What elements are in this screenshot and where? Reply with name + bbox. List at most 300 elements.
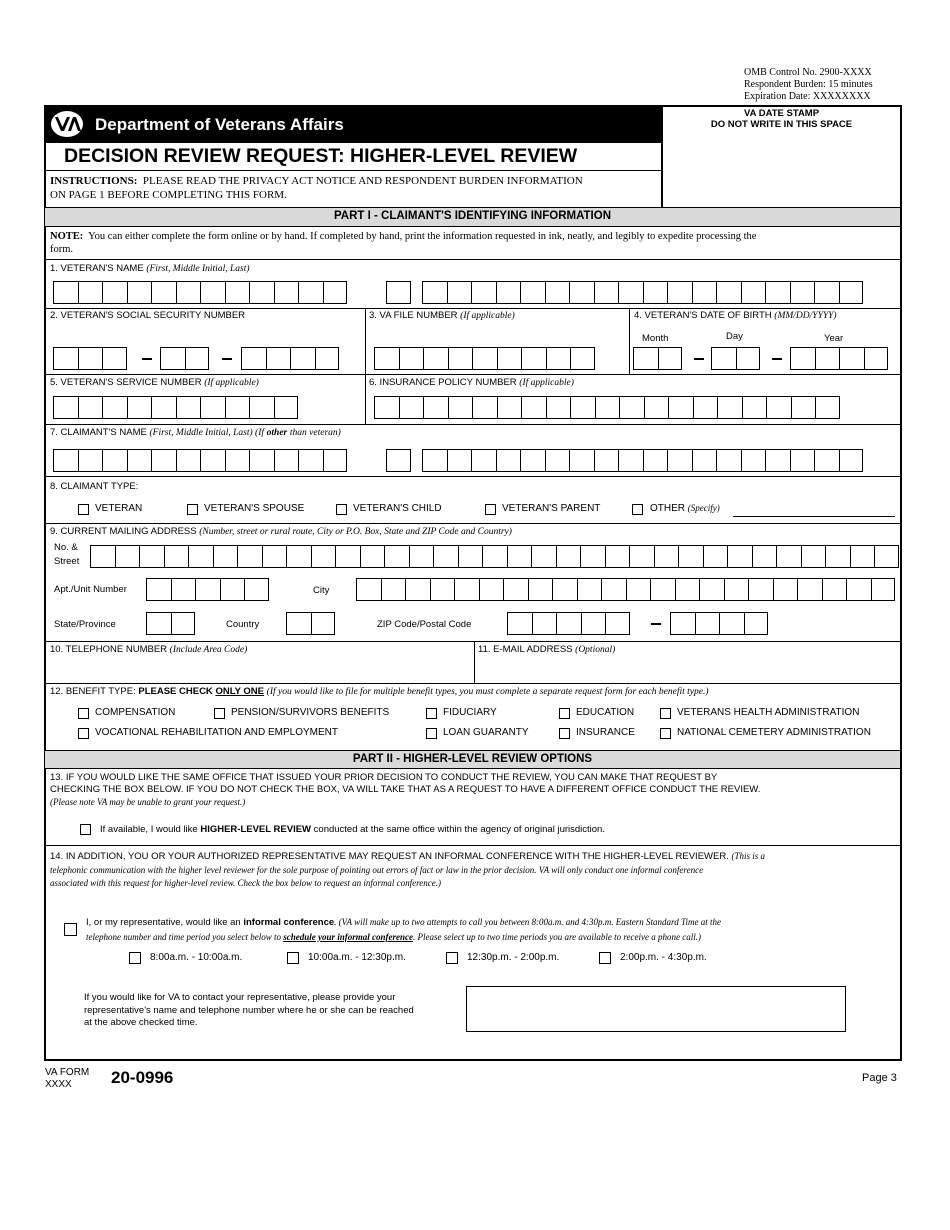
character-cell[interactable] (176, 449, 201, 472)
character-cell[interactable] (479, 578, 504, 601)
character-cell[interactable] (556, 545, 581, 568)
character-cell[interactable] (724, 578, 749, 601)
character-cell[interactable] (520, 281, 545, 304)
character-cell[interactable] (594, 449, 619, 472)
character-cell[interactable] (176, 281, 201, 304)
character-cell[interactable] (643, 449, 668, 472)
character-cell[interactable] (595, 396, 620, 419)
character-cell[interactable] (532, 612, 557, 635)
zip-input[interactable] (507, 612, 630, 635)
field4-label (634, 310, 837, 321)
character-cell[interactable] (521, 396, 546, 419)
character-cell[interactable] (577, 578, 602, 601)
field12-bold: PLEASE CHECK (138, 686, 213, 697)
dash (222, 358, 232, 360)
character-cell[interactable] (146, 578, 171, 601)
character-cell[interactable] (323, 449, 348, 472)
character-cell[interactable] (160, 347, 185, 370)
character-cell[interactable] (102, 281, 127, 304)
character-cell[interactable] (335, 545, 360, 568)
character-cell[interactable] (556, 612, 581, 635)
character-cell[interactable] (53, 396, 78, 419)
character-cell[interactable] (323, 281, 348, 304)
character-cell[interactable] (78, 347, 103, 370)
rule (45, 523, 900, 524)
character-cell[interactable] (200, 449, 225, 472)
character-cell[interactable] (605, 612, 630, 635)
character-cell[interactable] (90, 545, 115, 568)
character-cell[interactable] (78, 281, 103, 304)
character-cell[interactable] (618, 281, 643, 304)
benefit-education-label: EDUCATION (576, 707, 635, 718)
character-cell[interactable] (825, 545, 850, 568)
informal-conference-checkbox[interactable] (64, 923, 77, 936)
character-cell[interactable] (545, 449, 570, 472)
note-text-2: form. (50, 244, 74, 255)
character-cell[interactable] (447, 281, 472, 304)
character-cell[interactable] (839, 347, 864, 370)
q14-text (50, 850, 765, 891)
character-cell[interactable] (846, 578, 871, 601)
character-cell[interactable] (711, 347, 736, 370)
conf-c: . (VA will make up to two attempts to call you between 8:00a.m. and 4:30p.m. Eastern Standard Time at the (334, 917, 721, 927)
character-cell[interactable] (717, 396, 742, 419)
character-cell[interactable] (594, 281, 619, 304)
character-cell[interactable] (409, 545, 434, 568)
apt-input[interactable] (146, 578, 269, 601)
character-cell[interactable] (225, 449, 250, 472)
rep-line-2: representative's name and telephone number where he or she can be reached (84, 1004, 414, 1016)
character-cell[interactable] (546, 396, 571, 419)
informal-conference-text (86, 915, 721, 945)
character-cell[interactable] (188, 545, 213, 568)
instructions (50, 174, 583, 202)
character-cell[interactable] (290, 347, 315, 370)
character-cell[interactable] (601, 578, 626, 601)
character-cell[interactable] (507, 545, 532, 568)
state-input[interactable] (146, 612, 195, 635)
claimant-middle-initial-input[interactable] (386, 449, 411, 472)
character-cell[interactable] (315, 347, 340, 370)
character-cell[interactable] (482, 545, 507, 568)
character-cell[interactable] (102, 449, 127, 472)
rep-line-3: at the above checked time. (84, 1017, 198, 1028)
character-cell[interactable] (171, 578, 196, 601)
character-cell[interactable] (458, 545, 483, 568)
character-cell[interactable] (569, 281, 594, 304)
part2-heading: PART II - HIGHER-LEVEL REVIEW OPTIONS (45, 750, 900, 769)
dob-month-input[interactable] (633, 347, 682, 370)
conf-f: . Please select up to two time periods you are available to receive a phone call.) (412, 932, 701, 942)
email-input[interactable] (476, 656, 898, 682)
time-slot-3-checkbox[interactable] (446, 952, 458, 964)
character-cell[interactable] (742, 396, 767, 419)
character-cell[interactable] (249, 449, 274, 472)
field5-label-text: 5. VETERAN'S SERVICE NUMBER (50, 377, 202, 388)
character-cell[interactable] (741, 281, 766, 304)
character-cell[interactable] (298, 281, 323, 304)
character-cell[interactable] (249, 281, 274, 304)
ssn-part2-input[interactable] (160, 347, 209, 370)
character-cell[interactable] (871, 578, 896, 601)
character-cell[interactable] (102, 347, 127, 370)
character-cell[interactable] (670, 612, 695, 635)
service-number-input[interactable] (53, 396, 298, 419)
no-street-1: No. & (54, 542, 78, 553)
q13-line-1: 13. IF YOU WOULD LIKE THE SAME OFFICE THAT ISSUED YOUR PRIOR DECISION TO CONDUCT THE REVIEW, YOU CAN MAKE THAT REQUEST BY (50, 772, 718, 783)
character-cell[interactable] (78, 449, 103, 472)
character-cell[interactable] (386, 281, 411, 304)
character-cell[interactable] (356, 578, 381, 601)
dob-day-input[interactable] (711, 347, 760, 370)
field7-hint-b: other (266, 428, 288, 438)
character-cell[interactable] (569, 449, 594, 472)
q13-note: (Please note VA may be unable to grant your request.) (50, 797, 246, 807)
field1-hint: (First, Middle Initial, Last) (146, 264, 250, 274)
stamp-line-1: VA DATE STAMP (743, 108, 820, 119)
character-cell[interactable] (619, 396, 644, 419)
zip-ext-input[interactable] (670, 612, 768, 635)
country-input[interactable] (286, 612, 335, 635)
stamp-text (663, 108, 900, 130)
character-cell[interactable] (176, 396, 201, 419)
character-cell[interactable] (507, 612, 532, 635)
q13-line-2: CHECKING THE BOX BELOW. IF YOU DO NOT CHECK THE BOX, VA WILL TAKE THAT AS A REQUEST TO HAVE A DIFFERENT OFFICE CONDUCT THE REVIEW. (50, 784, 761, 795)
character-cell[interactable] (496, 281, 521, 304)
character-cell[interactable] (736, 347, 761, 370)
character-cell[interactable] (678, 545, 703, 568)
character-cell[interactable] (703, 545, 728, 568)
instructions-line-2: ON PAGE 1 BEFORE COMPLETING THIS FORM. (50, 189, 287, 201)
character-cell[interactable] (127, 396, 152, 419)
instructions-label: INSTRUCTIONS: (50, 175, 138, 187)
month-label: Month (642, 333, 669, 344)
character-cell[interactable] (225, 281, 250, 304)
part1-heading: PART I - CLAIMANT'S IDENTIFYING INFORMATION (45, 207, 900, 227)
character-cell[interactable] (471, 281, 496, 304)
character-cell[interactable] (699, 578, 724, 601)
field4-label-text: 4. VETERAN'S DATE OF BIRTH (634, 310, 772, 321)
benefit-loan-checkbox[interactable] (426, 728, 437, 739)
character-cell[interactable] (581, 612, 606, 635)
character-cell[interactable] (497, 396, 522, 419)
character-cell[interactable] (151, 396, 176, 419)
divider (365, 308, 366, 374)
character-cell[interactable] (381, 578, 406, 601)
character-cell[interactable] (801, 545, 826, 568)
benefit-fiduciary-label: FIDUCIARY (443, 707, 497, 718)
character-cell[interactable] (274, 281, 299, 304)
va-file-number-input[interactable] (374, 347, 595, 370)
character-cell[interactable] (667, 281, 692, 304)
benefit-insurance-checkbox[interactable] (559, 728, 570, 739)
conf-b: informal conference (243, 917, 335, 928)
va-form-label: VA FORM (45, 1067, 90, 1078)
character-cell[interactable] (274, 449, 299, 472)
character-cell[interactable] (151, 281, 176, 304)
claimant-type-spouse-label: VETERAN'S SPOUSE (204, 503, 305, 514)
character-cell[interactable] (815, 347, 840, 370)
character-cell[interactable] (386, 449, 411, 472)
character-cell[interactable] (850, 545, 875, 568)
state-label: State/Province (54, 619, 116, 630)
city-input[interactable] (356, 578, 895, 601)
character-cell[interactable] (668, 396, 693, 419)
character-cell[interactable] (405, 578, 430, 601)
character-cell[interactable] (447, 449, 472, 472)
character-cell[interactable] (520, 449, 545, 472)
omb-block (744, 67, 873, 103)
benefit-fiduciary-checkbox[interactable] (426, 708, 437, 719)
field9-label (50, 526, 512, 537)
dob-year-input[interactable] (790, 347, 888, 370)
claimant-last-name-input[interactable] (422, 449, 863, 472)
character-cell[interactable] (274, 396, 299, 419)
rule (45, 845, 900, 846)
character-cell[interactable] (727, 545, 752, 568)
veteran-first-name-input[interactable] (53, 281, 347, 304)
character-cell[interactable] (716, 281, 741, 304)
character-cell[interactable] (472, 347, 497, 370)
character-cell[interactable] (629, 545, 654, 568)
field3-hint: (If applicable) (460, 311, 515, 321)
rule (45, 476, 900, 477)
rep-line-1: If you would like for VA to contact your representative, please provide your (84, 992, 396, 1003)
claimant-type-other-input[interactable] (733, 516, 895, 517)
character-cell[interactable] (311, 612, 336, 635)
character-cell[interactable] (496, 449, 521, 472)
character-cell[interactable] (399, 347, 424, 370)
character-cell[interactable] (195, 578, 220, 601)
character-cell[interactable] (115, 545, 140, 568)
character-cell[interactable] (814, 449, 839, 472)
conf-a: I, or my representative, would like an (86, 917, 241, 928)
character-cell[interactable] (497, 347, 522, 370)
character-cell[interactable] (570, 396, 595, 419)
character-cell[interactable] (773, 578, 798, 601)
character-cell[interactable] (650, 578, 675, 601)
benefit-nca-checkbox[interactable] (660, 728, 671, 739)
character-cell[interactable] (423, 347, 448, 370)
character-cell[interactable] (384, 545, 409, 568)
character-cell[interactable] (53, 347, 78, 370)
character-cell[interactable] (241, 347, 266, 370)
character-cell[interactable] (667, 449, 692, 472)
character-cell[interactable] (695, 612, 720, 635)
character-cell[interactable] (618, 449, 643, 472)
character-cell[interactable] (716, 449, 741, 472)
character-cell[interactable] (78, 396, 103, 419)
character-cell[interactable] (53, 281, 78, 304)
street-input[interactable] (90, 545, 899, 568)
form-number: 20-0996 (111, 1068, 174, 1087)
benefit-compensation-checkbox[interactable] (78, 708, 89, 719)
character-cell[interactable] (423, 396, 448, 419)
day-label: Day (726, 331, 743, 342)
time-slot-1-label: 8:00a.m. - 10:00a.m. (150, 952, 243, 963)
field5-hint: (If applicable) (204, 378, 259, 388)
character-cell[interactable] (692, 281, 717, 304)
field12-label-text: 12. BENEFIT TYPE: (50, 686, 136, 697)
representative-instructions (84, 992, 414, 1030)
q14-line-2: telephonic communication with the higher level reviewer for the sole purpose of pointing out errors of fact or law in the prior decision. VA will only conduct one informal conference (50, 864, 704, 875)
telephone-input[interactable] (46, 656, 472, 682)
character-cell[interactable] (249, 396, 274, 419)
character-cell[interactable] (127, 449, 152, 472)
character-cell[interactable] (658, 347, 683, 370)
character-cell[interactable] (454, 578, 479, 601)
character-cell[interactable] (719, 612, 744, 635)
character-cell[interactable] (531, 545, 556, 568)
claimant-type-veteran-checkbox[interactable] (78, 504, 89, 515)
character-cell[interactable] (237, 545, 262, 568)
character-cell[interactable] (430, 578, 455, 601)
character-cell[interactable] (797, 578, 822, 601)
character-cell[interactable] (693, 396, 718, 419)
benefit-pension-checkbox[interactable] (214, 708, 225, 719)
character-cell[interactable] (164, 545, 189, 568)
character-cell[interactable] (692, 449, 717, 472)
ssn-part3-input[interactable] (241, 347, 339, 370)
character-cell[interactable] (864, 347, 889, 370)
character-cell[interactable] (790, 281, 815, 304)
benefit-education-checkbox[interactable] (559, 708, 570, 719)
character-cell[interactable] (185, 347, 210, 370)
character-cell[interactable] (448, 347, 473, 370)
character-cell[interactable] (633, 347, 658, 370)
character-cell[interactable] (839, 281, 864, 304)
character-cell[interactable] (765, 449, 790, 472)
field6-hint: (If applicable) (519, 378, 574, 388)
character-cell[interactable] (741, 449, 766, 472)
time-slot-1-checkbox[interactable] (129, 952, 141, 964)
character-cell[interactable] (360, 545, 385, 568)
ssn-part1-input[interactable] (53, 347, 127, 370)
insurance-policy-input[interactable] (374, 396, 840, 419)
character-cell[interactable] (471, 449, 496, 472)
character-cell[interactable] (171, 612, 196, 635)
character-cell[interactable] (220, 578, 245, 601)
character-cell[interactable] (472, 396, 497, 419)
dash (651, 623, 661, 625)
time-slot-2-checkbox[interactable] (287, 952, 299, 964)
character-cell[interactable] (874, 545, 899, 568)
character-cell[interactable] (839, 449, 864, 472)
character-cell[interactable] (790, 449, 815, 472)
character-cell[interactable] (822, 578, 847, 601)
character-cell[interactable] (765, 281, 790, 304)
claimant-type-other-checkbox[interactable] (632, 504, 643, 515)
field4-hint: (MM/DD/YYYY) (774, 311, 837, 321)
field7-label-text: 7. CLAIMANT'S NAME (50, 427, 147, 438)
time-slot-4-checkbox[interactable] (599, 952, 611, 964)
character-cell[interactable] (374, 396, 399, 419)
character-cell[interactable] (298, 449, 323, 472)
character-cell[interactable] (748, 578, 773, 601)
character-cell[interactable] (552, 578, 577, 601)
agency-name: Department of Veterans Affairs (95, 115, 344, 134)
character-cell[interactable] (448, 396, 473, 419)
rule (45, 374, 900, 375)
character-cell[interactable] (266, 347, 291, 370)
character-cell[interactable] (545, 281, 570, 304)
character-cell[interactable] (53, 449, 78, 472)
other-hint: (Specify) (687, 503, 720, 513)
benefit-vre-checkbox[interactable] (78, 728, 89, 739)
character-cell[interactable] (654, 545, 679, 568)
character-cell[interactable] (546, 347, 571, 370)
veteran-middle-initial-input[interactable] (386, 281, 411, 304)
claimant-type-parent-checkbox[interactable] (485, 504, 496, 515)
character-cell[interactable] (570, 347, 595, 370)
claimant-type-spouse-checkbox[interactable] (187, 504, 198, 515)
character-cell[interactable] (580, 545, 605, 568)
character-cell[interactable] (776, 545, 801, 568)
character-cell[interactable] (146, 612, 171, 635)
same-office-checkbox[interactable] (80, 824, 91, 835)
character-cell[interactable] (374, 347, 399, 370)
character-cell[interactable] (213, 545, 238, 568)
character-cell[interactable] (433, 545, 458, 568)
character-cell[interactable] (225, 396, 250, 419)
field10-label-text: 10. TELEPHONE NUMBER (50, 644, 168, 655)
character-cell[interactable] (752, 545, 777, 568)
veteran-last-name-input[interactable] (422, 281, 863, 304)
time-slot-4-label: 2:00p.m. - 4:30p.m. (620, 952, 707, 963)
character-cell[interactable] (422, 281, 447, 304)
character-cell[interactable] (422, 449, 447, 472)
character-cell[interactable] (151, 449, 176, 472)
field1-label (50, 263, 250, 274)
field3-label-text: 3. VA FILE NUMBER (369, 310, 458, 321)
character-cell[interactable] (744, 612, 769, 635)
q13-text (50, 772, 760, 808)
character-cell[interactable] (311, 545, 336, 568)
claimant-first-name-input[interactable] (53, 449, 347, 472)
character-cell[interactable] (815, 396, 840, 419)
claimant-type-child-checkbox[interactable] (336, 504, 347, 515)
character-cell[interactable] (286, 612, 311, 635)
character-cell[interactable] (503, 578, 528, 601)
field9-label-text: 9. CURRENT MAILING ADDRESS (50, 526, 197, 537)
character-cell[interactable] (675, 578, 700, 601)
character-cell[interactable] (399, 396, 424, 419)
character-cell[interactable] (790, 347, 815, 370)
character-cell[interactable] (521, 347, 546, 370)
character-cell[interactable] (244, 578, 269, 601)
benefit-vha-checkbox[interactable] (660, 708, 671, 719)
character-cell[interactable] (791, 396, 816, 419)
character-cell[interactable] (286, 545, 311, 568)
character-cell[interactable] (605, 545, 630, 568)
representative-contact-input[interactable] (466, 986, 846, 1032)
character-cell[interactable] (814, 281, 839, 304)
field10-hint: (Include Area Code) (169, 645, 248, 655)
character-cell[interactable] (626, 578, 651, 601)
character-cell[interactable] (200, 281, 225, 304)
character-cell[interactable] (262, 545, 287, 568)
character-cell[interactable] (766, 396, 791, 419)
character-cell[interactable] (102, 396, 127, 419)
character-cell[interactable] (528, 578, 553, 601)
field6-label-text: 6. INSURANCE POLICY NUMBER (369, 377, 517, 388)
character-cell[interactable] (643, 281, 668, 304)
character-cell[interactable] (644, 396, 669, 419)
character-cell[interactable] (127, 281, 152, 304)
character-cell[interactable] (200, 396, 225, 419)
omb-burden: Respondent Burden: 15 minutes (744, 79, 873, 90)
character-cell[interactable] (139, 545, 164, 568)
